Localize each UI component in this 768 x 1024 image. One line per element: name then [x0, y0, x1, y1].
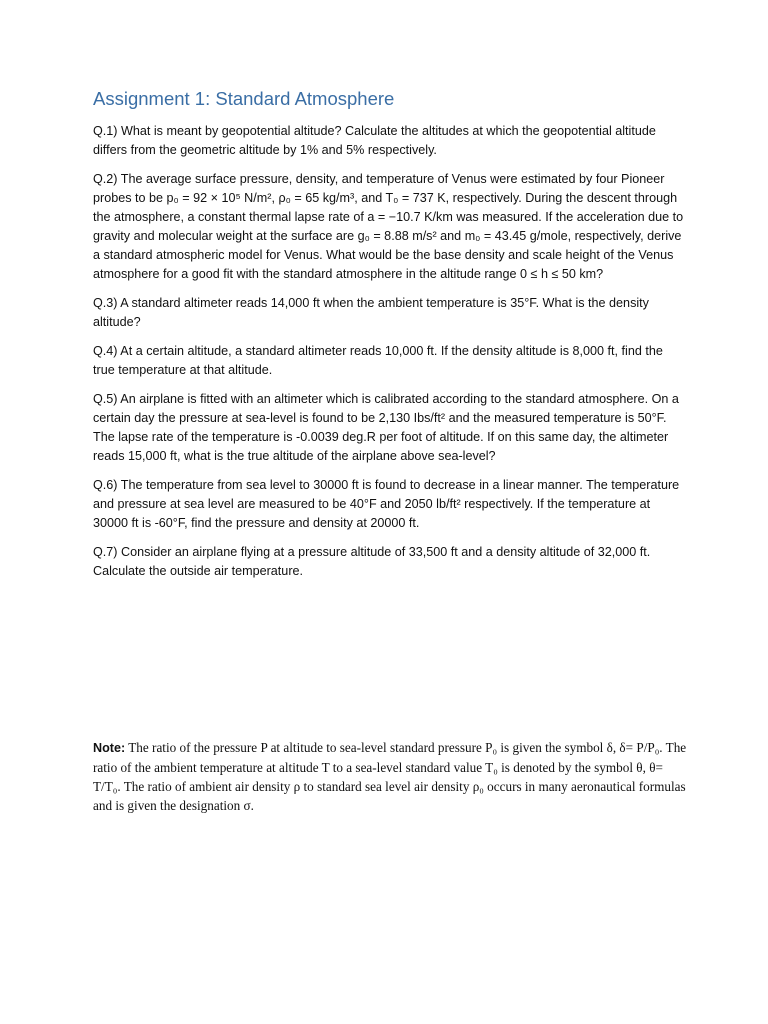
- question-5: [93, 390, 685, 466]
- question-2: [93, 170, 685, 284]
- note-text: The ratio of the pressure P at altitude to sea-level standard pressure P₀ is given the symbol δ, δ= P/P₀. The ratio of the ambient temperature at altitude T to a sea-level standard value T₀ is denoted by the symbol θ, θ= T/T₀. The ratio of ambient air density ρ to standard sea level air density ρ₀ occurs in many aeronautical formulas and is given the designation σ.: [93, 740, 687, 813]
- question-text: Q.3) A standard altimeter reads 14,000 ft when the ambient temperature is 35°F. What is the density altitude?: [93, 296, 649, 329]
- question-text: Q.7) Consider an airplane flying at a pressure altitude of 33,500 ft and a density altitude of 32,000 ft. Calculate the outside air temperature.: [93, 545, 651, 578]
- question-7: [93, 543, 685, 581]
- question-text: Q.6) The temperature from sea level to 30000 ft is found to decrease in a linear manner. The temperature and pressure at sea level are measured to be 40°F and 2050 lb/ft² respectively. If the temperature at 30000 ft is -60°F, find the pressure and density at 20000 ft.: [93, 478, 680, 530]
- note-label: Note:: [93, 741, 126, 755]
- question-text: Q.1) What is meant by geopotential altitude? Calculate the altitudes at which the geopotential altitude differs from the geometric altitude by 1% and 5% respectively.: [93, 124, 656, 157]
- question-3: [93, 294, 685, 332]
- question-text: Q.2) The average surface pressure, density, and temperature of Venus were estimated by four Pioneer probes to be p₀ = 92 × 10⁵ N/m², ρ₀ = 65 kg/m³, and T₀ = 737 K, respectively. During the descent through the atmosphere, a constant thermal lapse rate of a = −10.7 K/km was measured. If the acceleration due to gravity and molecular weight at the surface are g₀ = 8.88 m/s² and m₀ = 43.45 g/mole, respectively, derive a standard atmospheric model for Venus. What would be the base density and scale height of the Venus atmosphere for a good fit with the standard atmosphere in the altitude range 0 ≤ h ≤ 50 km?: [93, 172, 684, 281]
- question-text: Q.5) An airplane is fitted with an altimeter which is calibrated according to the standard atmosphere. On a certain day the pressure at sea-level is found to be 2,130 Ibs/ft² and the measured temperature is 50°F. The lapse rate of the temperature is -0.0039 deg.R per foot of altitude. If on this same day, the altimeter reads 15,000 ft, what is the true altitude of the airplane above sea-level?: [93, 392, 679, 463]
- question-text: Q.4) At a certain altitude, a standard altimeter reads 10,000 ft. If the density altitude is 8,000 ft, find the true temperature at that altitude.: [93, 344, 663, 377]
- assignment-title: Assignment 1: Standard Atmosphere: [93, 88, 395, 109]
- question-6: [93, 476, 685, 533]
- question-1: [93, 122, 685, 160]
- question-list: [93, 122, 685, 591]
- note-paragraph: [93, 738, 693, 815]
- question-4: [93, 342, 685, 380]
